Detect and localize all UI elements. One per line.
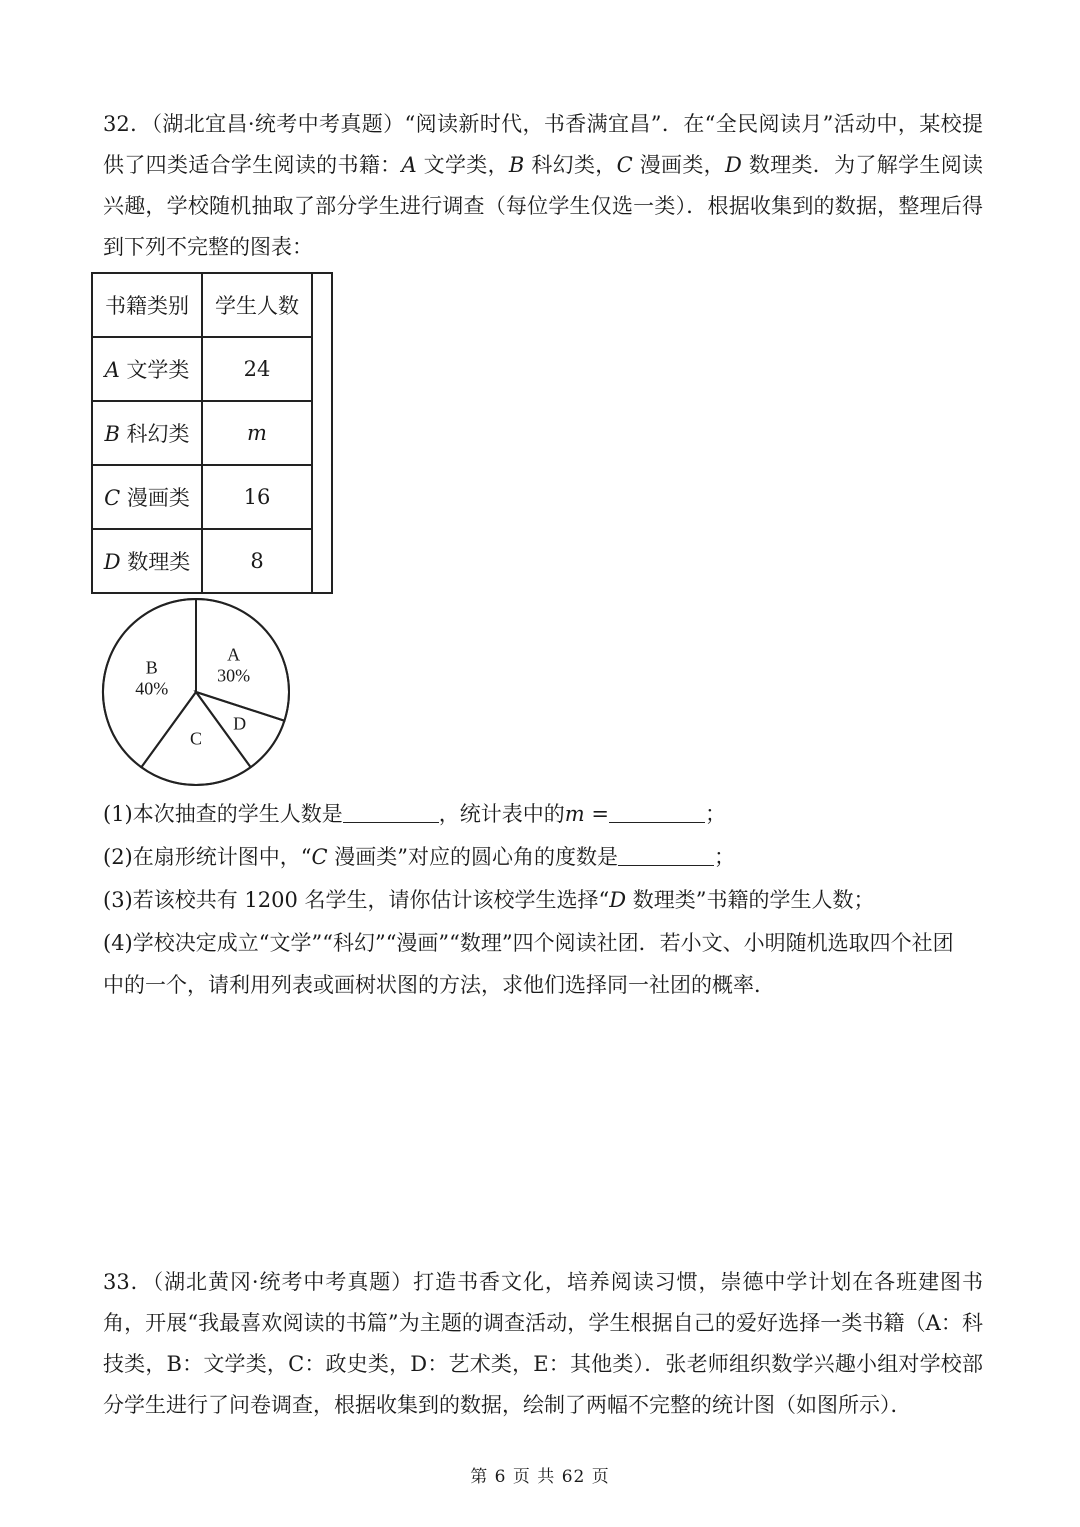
table-cell-category: C 漫画类	[92, 465, 202, 529]
pie-slice-a	[196, 599, 289, 721]
table-row	[92, 465, 332, 529]
question-33-text: 33．（湖北黄冈·统考中考真题）打造书香文化，培养阅读习惯，崇德中学计划在各班建图书角，开展“我最喜欢阅读的书篇”为主题的调查活动，学生根据自己的爱好选择一类书籍（A：科技类，B：文学类，C：政史类，D：艺术类，E：其他类）．张老师组织数学兴趣小组对学校部分学生进行了问卷调查，根据收集到的数据，绘制了两幅不完整的统计图（如图所示）．	[103, 1270, 983, 1417]
table-cell-count: m	[202, 401, 312, 465]
book-category-table	[91, 272, 333, 594]
pie-label-c: C	[189, 728, 203, 749]
table-header-cell: 学生人数	[202, 273, 312, 337]
subquestion-4-line-2: 中的一个，请利用列表或画树状图的方法，求他们选择同一社团的概率．	[103, 973, 775, 997]
subquestion-4-line-1: (4)学校决定成立“文学”“科幻”“漫画”“数理”四个阅读社团．若小文、小明随机选取四个社团	[103, 931, 954, 955]
answer-blank	[618, 845, 714, 866]
table-cell-count: 16	[202, 465, 312, 529]
answer-blank	[609, 802, 705, 823]
table-header-row	[92, 273, 332, 337]
page-footer: 第 6 页 共 62 页	[470, 1467, 610, 1487]
table-empty-column	[312, 273, 332, 593]
table-cell-category: D 数理类	[92, 529, 202, 593]
table-cell-category: B 科幻类	[92, 401, 202, 465]
table-row	[92, 529, 332, 593]
subquestion-2: (2)在扇形统计图中，“C 漫画类”对应的圆心角的度数是 ；	[103, 845, 735, 869]
table-header-cell: 书籍类别	[92, 273, 202, 337]
table-cell-count: 8	[202, 529, 312, 593]
pie-label-d: D	[233, 713, 247, 734]
pie-label-a: A	[227, 644, 241, 665]
table-cell-count: 24	[202, 337, 312, 401]
answer-blank	[343, 802, 439, 823]
table-row	[92, 337, 332, 401]
pie-percent-a: 30%	[217, 665, 251, 686]
question-32-text: 32．（湖北宜昌·统考中考真题）“阅读新时代，书香满宜昌”．在“全民阅读月”活动中，某校提供了四类适合学生阅读的书籍：A 文学类，B 科幻类，C 漫画类，D 数理类．为了解学生阅读兴趣，学校随机抽取了部分学生进行调查（每位学生仅选一类）．根据收集到的数据，整理后得到下列不完整的图表：	[103, 112, 984, 259]
pie-label-b: B	[145, 657, 158, 678]
subquestion-1: (1)本次抽查的学生人数是 ，统计表中的m = ；	[103, 802, 726, 826]
table-row	[92, 401, 332, 465]
table-cell-category: A 文学类	[92, 337, 202, 401]
pie-percent-b: 40%	[135, 678, 169, 699]
subquestion-3: (3)若该校共有 1200 名学生，请你估计该校学生选择“D 数理类”书籍的学生人数；	[103, 888, 875, 912]
pie-chart	[100, 596, 300, 796]
